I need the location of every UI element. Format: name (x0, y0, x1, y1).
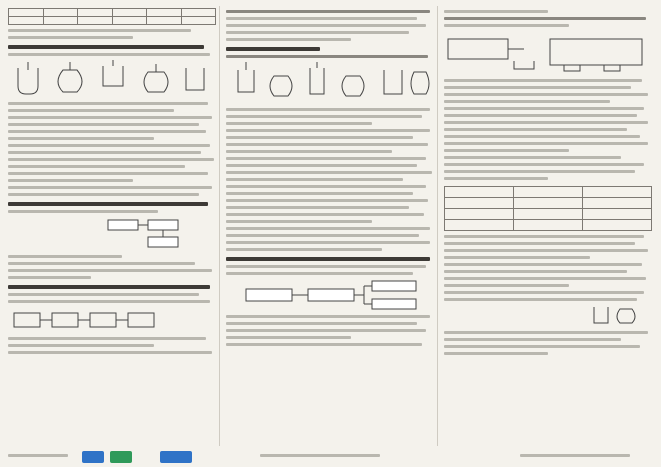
apparatus-right-small-svg (444, 305, 652, 327)
table-cell (445, 187, 514, 198)
column-left (8, 6, 216, 446)
table-cell (445, 198, 514, 209)
table-cell (583, 209, 652, 220)
table-cell (445, 220, 514, 231)
apparatus-diagram-right (444, 31, 652, 75)
section-title (226, 47, 320, 51)
blue-badge (82, 451, 104, 463)
apparatus-diagram-middle (226, 62, 434, 104)
table-cell (112, 9, 147, 17)
table-cell (43, 17, 78, 25)
blue-badge (160, 451, 192, 463)
table-cell (514, 187, 583, 198)
table-row (445, 209, 652, 220)
flowchart-left-svg (8, 217, 216, 251)
table-cell (514, 220, 583, 231)
table-cell (147, 17, 182, 25)
table-row (445, 198, 652, 209)
table-cell (9, 17, 44, 25)
flowchart-middle-svg (226, 279, 434, 311)
table-cell (9, 9, 44, 17)
table-row (9, 17, 216, 25)
green-badge (110, 451, 132, 463)
table-cell (147, 9, 182, 17)
table-cell (583, 220, 652, 231)
apparatus-bottom-svg (8, 307, 216, 333)
page-footer (0, 449, 661, 467)
table-row (445, 220, 652, 231)
table-cell (583, 187, 652, 198)
table-cell (583, 198, 652, 209)
apparatus-diagram-right-small (444, 305, 652, 327)
table-cell (514, 209, 583, 220)
column-divider (437, 6, 438, 446)
apparatus-diagram (8, 60, 216, 98)
table-cell (78, 17, 113, 25)
table-cell (43, 9, 78, 17)
apparatus-diagram-bottom (8, 307, 216, 333)
apparatus-right-svg (444, 31, 652, 75)
table-row (9, 9, 216, 17)
results-table (444, 186, 652, 231)
column-middle (226, 6, 434, 446)
table-cell (181, 9, 216, 17)
flowchart-left (8, 217, 216, 251)
table-cell (445, 209, 514, 220)
table-cell (514, 198, 583, 209)
apparatus-middle-svg (226, 62, 434, 104)
apparatus-diagram-row (8, 60, 216, 98)
column-right (444, 6, 652, 446)
flowchart-middle (226, 279, 434, 311)
table-row (445, 187, 652, 198)
table-cell (112, 17, 147, 25)
table-cell (78, 9, 113, 17)
column-divider (219, 6, 220, 446)
top-data-table (8, 8, 216, 25)
table-cell (181, 17, 216, 25)
